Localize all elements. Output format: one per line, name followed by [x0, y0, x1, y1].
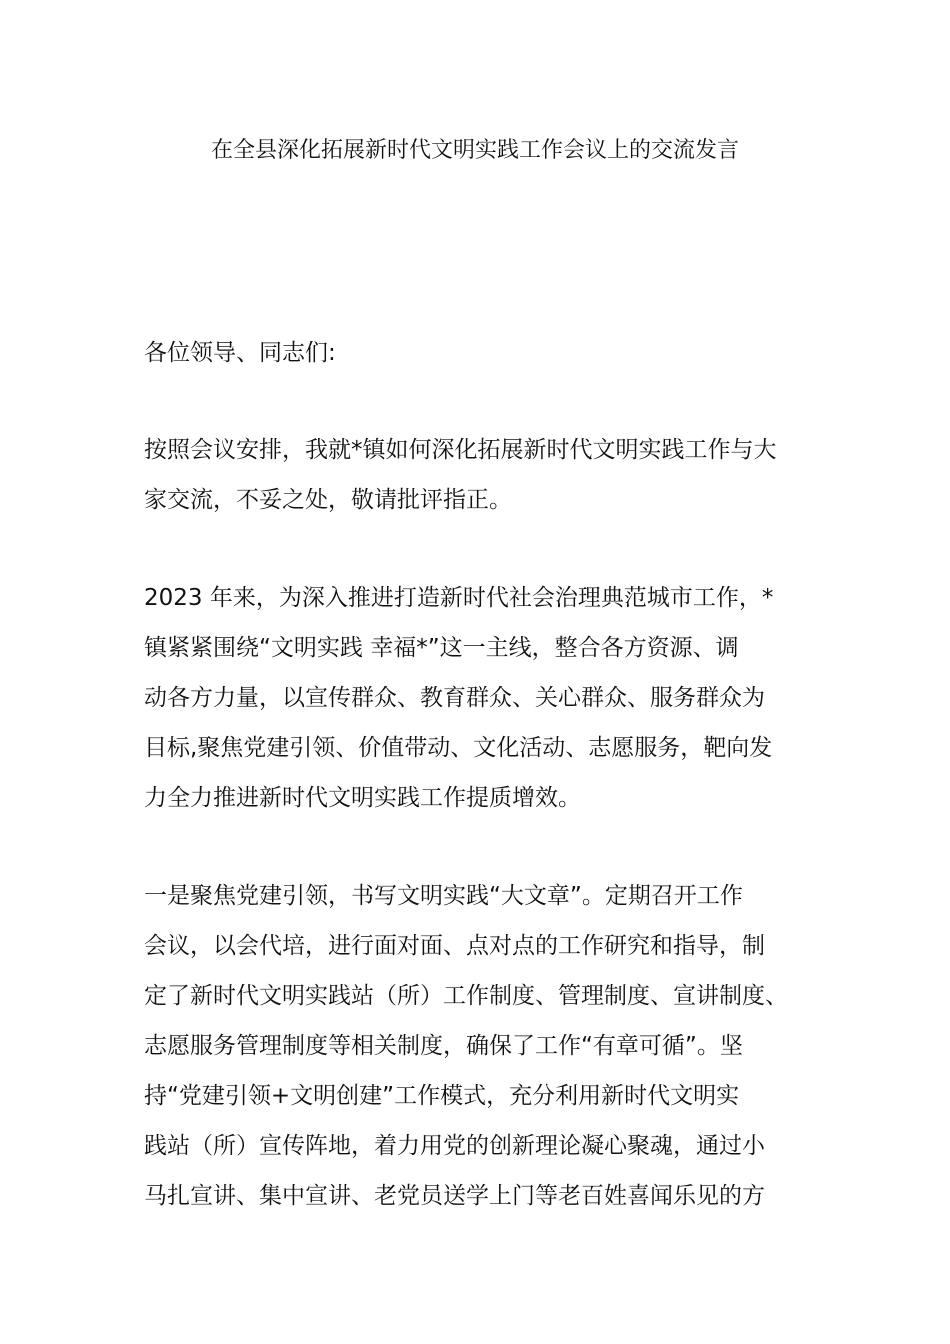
paragraph-line: 定了新时代文明实践站（所）工作制度、管理制度、宣讲制度、 — [144, 983, 788, 1009]
paragraph-line: 会议，以会代培，进行面对面、点对点的工作研究和指导，制 — [144, 933, 765, 959]
paragraph-line: 目标,聚焦党建引领、价值带动、文化活动、志愿服务，靶向发 — [144, 735, 773, 761]
paragraph-line: 力全力推进新时代文明实践工作提质增效。 — [144, 785, 581, 811]
paragraph-line: 志愿服务管理制度等相关制度，确保了工作“有章可循”。坚 — [144, 1033, 743, 1059]
paragraph-line: 持“党建引领+文明创建”工作模式，充分利用新时代文明实 — [144, 1083, 740, 1109]
paragraph-line: 按照会议安排，我就*镇如何深化拓展新时代文明实践工作与大 — [144, 437, 777, 463]
paragraph-line: 一是聚焦党建引领，书写文明实践“大文章”。定期召开工作 — [144, 883, 743, 909]
document-title: 在全县深化拓展新时代文明实践工作会议上的交流发言 — [210, 138, 739, 163]
paragraph-line: 马扎宣讲、集中宣讲、老党员送学上门等老百姓喜闻乐见的方 — [144, 1183, 765, 1209]
paragraph-line: 践站（所）宣传阵地，着力用党的创新理论凝心聚魂，通过小 — [144, 1133, 765, 1159]
paragraph-line: 镇紧紧围绕“文明实践 幸福*”这一主线，整合各方资源、调 — [144, 635, 739, 661]
paragraph-line: 2023 年来，为深入推进打造新时代社会治理典范城市工作，* — [144, 585, 774, 611]
paragraph-line: 动各方力量，以宣传群众、教育群众、关心群众、服务群众为 — [144, 685, 765, 711]
paragraph-line: 家交流，不妥之处，敬请批评指正。 — [144, 487, 512, 513]
salutation: 各位领导、同志们: — [144, 340, 336, 366]
